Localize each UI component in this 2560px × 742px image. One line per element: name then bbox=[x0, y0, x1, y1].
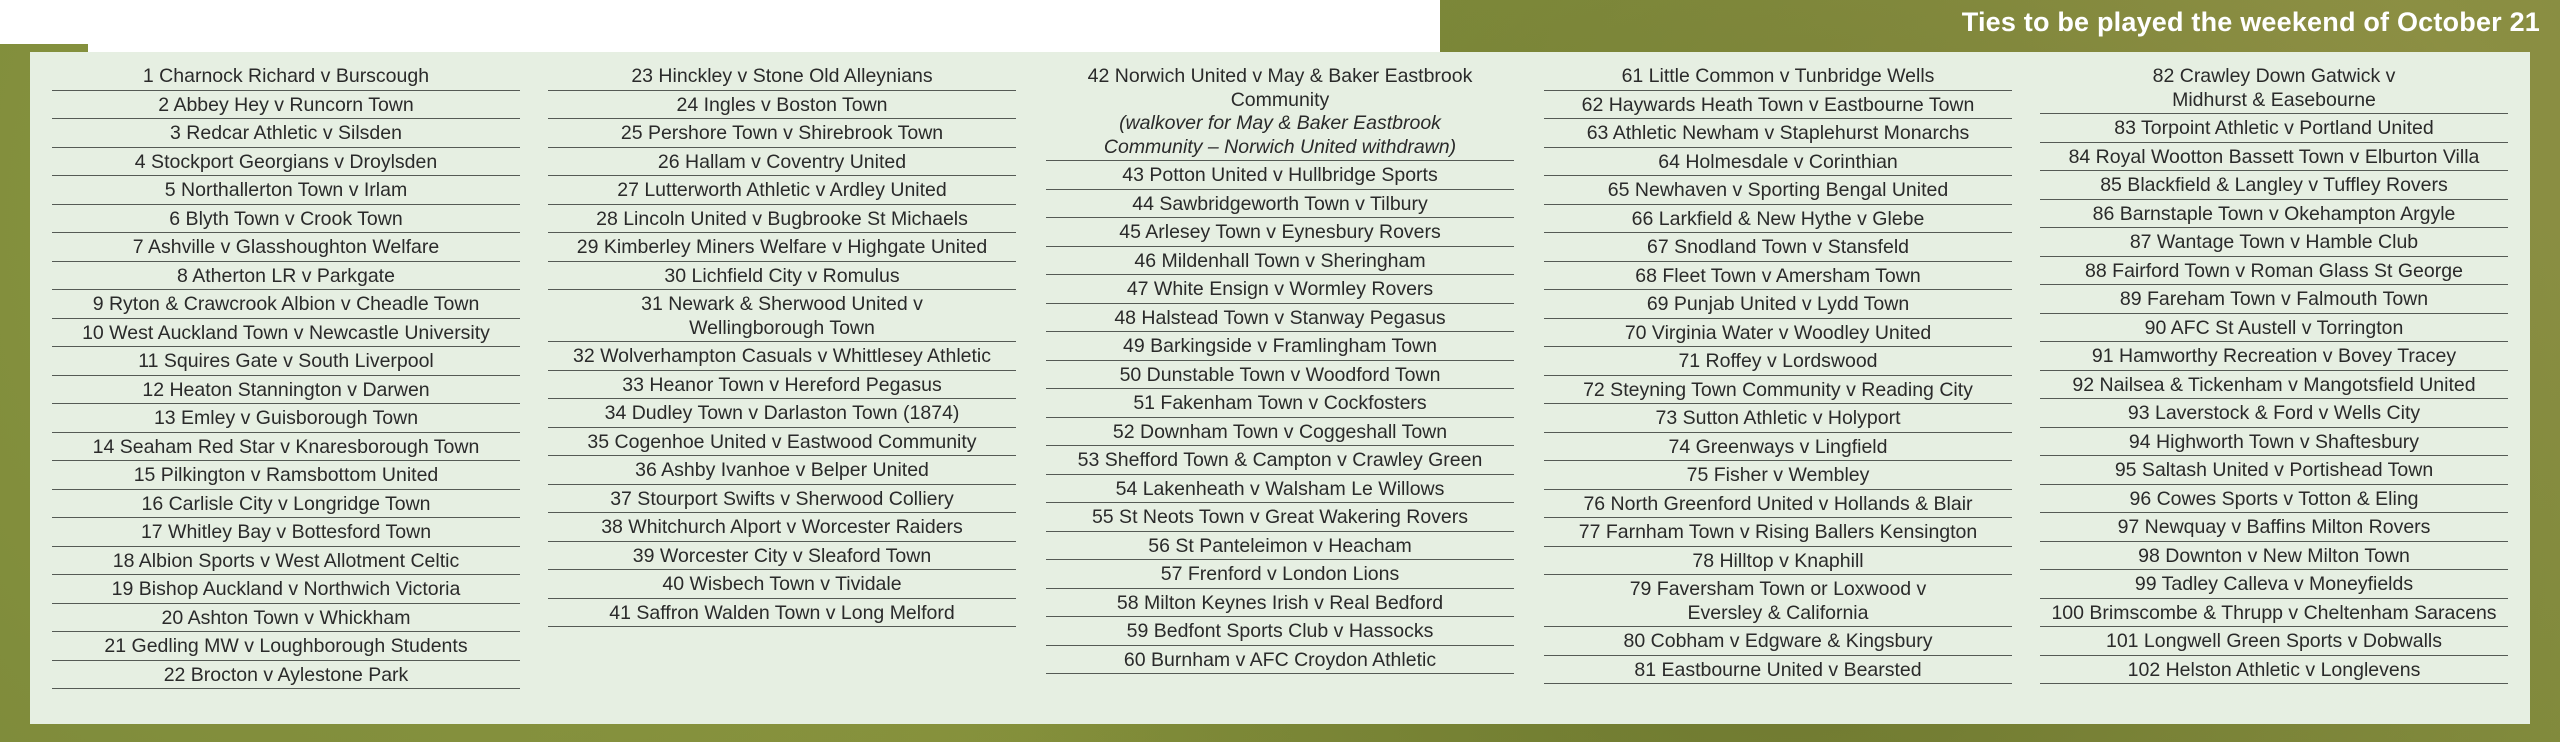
fixture-row bbox=[2040, 62, 2508, 114]
fixture-text: 1 Charnock Richard v Burscough bbox=[142, 65, 430, 87]
fixture-row bbox=[548, 485, 1016, 514]
fixture-row bbox=[52, 404, 520, 433]
fixture-text: 75 Fisher v Wembley bbox=[1686, 464, 1870, 486]
fixture-text: 35 Cogenhoe United v Eastwood Community bbox=[587, 430, 977, 453]
fixture-text: 45 Arlesey Town v Eynesbury Rovers bbox=[1119, 221, 1441, 243]
fixture-row bbox=[2040, 485, 2508, 514]
fixture-text: 32 Wolverhampton Casuals v Whittlesey Athletic bbox=[573, 345, 991, 367]
fixture-text: 38 Whitchurch Alport v Worcester Raiders bbox=[601, 516, 963, 538]
fixture-row bbox=[1046, 475, 1514, 504]
fixture-text: 92 Nailsea & Tickenham v Mangotsfield United bbox=[2072, 373, 2476, 396]
fixture-note: Community – Norwich United withdrawn) bbox=[1103, 135, 1457, 158]
fixture-text: 61 Little Common v Tunbridge Wells bbox=[1621, 65, 1935, 87]
page-title: Ties to be played the weekend of October 21 bbox=[1961, 6, 2540, 37]
fixture-row bbox=[52, 575, 520, 604]
fixture-row bbox=[52, 347, 520, 376]
fixture-row bbox=[548, 599, 1016, 628]
fixture-text: 74 Greenways v Lingfield bbox=[1668, 435, 1888, 458]
fixture-row bbox=[2040, 428, 2508, 457]
fixture-row bbox=[2040, 371, 2508, 400]
fixture-row bbox=[1544, 433, 2012, 462]
fixture-row bbox=[548, 371, 1016, 400]
fixture-row bbox=[1046, 62, 1514, 161]
fixture-text: 44 Sawbridgeworth Town v Tilbury bbox=[1132, 192, 1428, 215]
fixture-row bbox=[1046, 304, 1514, 333]
fixture-text: 94 Highworth Town v Shaftesbury bbox=[2128, 430, 2420, 453]
fixture-row bbox=[2040, 285, 2508, 314]
fixture-row bbox=[1046, 389, 1514, 418]
fixture-text: 97 Newquay v Baffins Milton Rovers bbox=[2117, 516, 2431, 538]
fixture-row bbox=[1046, 446, 1514, 475]
fixture-row bbox=[52, 148, 520, 177]
fixture-text: 62 Haywards Heath Town v Eastbourne Town bbox=[1581, 93, 1975, 116]
fixture-text: 72 Steyning Town Community v Reading City bbox=[1583, 378, 1973, 401]
fixture-text: 31 Newark & Sherwood United v bbox=[641, 293, 923, 315]
fixture-text: 46 Mildenhall Town v Sheringham bbox=[1134, 249, 1426, 272]
fixture-text: 29 Kimberley Miners Welfare v Highgate United bbox=[576, 236, 988, 258]
fixture-text: 89 Fareham Town v Falmouth Town bbox=[2119, 288, 2429, 310]
fixture-row bbox=[2040, 599, 2508, 628]
fixture-text: 68 Fleet Town v Amersham Town bbox=[1635, 264, 1921, 287]
fixture-text: 3 Redcar Athletic v Silsden bbox=[170, 122, 402, 144]
fixture-row bbox=[52, 490, 520, 519]
fixture-row bbox=[1544, 404, 2012, 433]
fixture-row bbox=[1046, 190, 1514, 219]
fixture-row bbox=[1544, 461, 2012, 490]
fixture-text: 84 Royal Wootton Bassett Town v Elburton Villa bbox=[2068, 145, 2480, 168]
fixture-text: 39 Worcester City v Sleaford Town bbox=[632, 544, 932, 567]
fixture-row bbox=[1046, 560, 1514, 589]
fixture-row bbox=[2040, 114, 2508, 143]
fixture-text: 101 Longwell Green Sports v Dobwalls bbox=[2105, 630, 2442, 652]
fixture-text: 95 Saltash United v Portishead Town bbox=[2114, 459, 2434, 481]
fixture-row bbox=[1544, 176, 2012, 205]
fixture-row bbox=[2040, 228, 2508, 257]
fixture-text: 25 Pershore Town v Shirebrook Town bbox=[620, 122, 944, 144]
fixture-text: 59 Bedfont Sports Club v Hassocks bbox=[1126, 620, 1434, 642]
fixture-text: 64 Holmesdale v Corinthian bbox=[1658, 150, 1898, 173]
fixture-text: 41 Saffron Walden Town v Long Melford bbox=[609, 601, 955, 624]
fixture-row bbox=[52, 290, 520, 319]
fixture-note: (walkover for May & Baker Eastbrook bbox=[1119, 112, 1441, 134]
fixture-text: 20 Ashton Town v Whickham bbox=[161, 606, 411, 629]
fixture-row bbox=[1544, 627, 2012, 656]
fixtures-column-4 bbox=[1544, 62, 2012, 684]
fixture-row bbox=[2040, 171, 2508, 200]
fixture-row bbox=[52, 233, 520, 262]
fixture-row bbox=[548, 399, 1016, 428]
fixture-text: 50 Dunstable Town v Woodford Town bbox=[1119, 363, 1441, 386]
fixture-text: 43 Potton United v Hullbridge Sports bbox=[1122, 164, 1438, 186]
fixture-row bbox=[2040, 656, 2508, 685]
fixture-row bbox=[2040, 143, 2508, 172]
fixture-row bbox=[52, 119, 520, 148]
fixture-text: 11 Squires Gate v South Liverpool bbox=[138, 350, 434, 372]
fixture-text: 14 Seaham Red Star v Knaresborough Town bbox=[92, 435, 480, 458]
fixture-text: Community bbox=[1230, 88, 1330, 111]
top-white-band bbox=[0, 0, 1440, 44]
fixture-text: 93 Laverstock & Ford v Wells City bbox=[2127, 402, 2421, 424]
fixture-row bbox=[52, 547, 520, 576]
fixture-text: 9 Ryton & Crawcrook Albion v Cheadle Town bbox=[92, 293, 480, 315]
fixture-row bbox=[52, 661, 520, 690]
fixtures-column-3 bbox=[1046, 62, 1514, 674]
fixture-text: 99 Tadley Calleva v Moneyfields bbox=[2134, 573, 2414, 595]
fixture-text: 2 Abbey Hey v Runcorn Town bbox=[158, 93, 414, 116]
fixture-text: 28 Lincoln United v Bugbrooke St Michaels bbox=[596, 207, 968, 230]
fixture-text: 69 Punjab United v Lydd Town bbox=[1646, 293, 1910, 315]
fixtures-column-1 bbox=[52, 62, 520, 689]
fixture-row bbox=[52, 604, 520, 633]
fixture-row bbox=[2040, 257, 2508, 286]
fixtures-panel bbox=[30, 52, 2530, 724]
fixture-text: 76 North Greenford United v Hollands & Blair bbox=[1583, 492, 1973, 515]
fixture-text: 81 Eastbourne United v Bearsted bbox=[1634, 658, 1922, 681]
fixture-row bbox=[548, 513, 1016, 542]
fixture-row bbox=[2040, 513, 2508, 542]
fixture-text: 60 Burnham v AFC Croydon Athletic bbox=[1123, 648, 1437, 671]
fixture-row bbox=[52, 376, 520, 405]
fixture-text: 23 Hinckley v Stone Old Alleynians bbox=[631, 65, 933, 87]
fixture-row bbox=[1544, 490, 2012, 519]
fixture-text: 40 Wisbech Town v Tividale bbox=[662, 573, 902, 595]
fixture-text: 54 Lakenheath v Walsham Le Willows bbox=[1115, 477, 1445, 500]
fixture-text: 78 Hilltop v Knaphill bbox=[1692, 549, 1864, 572]
fixture-text: 65 Newhaven v Sporting Bengal United bbox=[1607, 179, 1949, 201]
fixture-row bbox=[548, 342, 1016, 371]
fixture-text: 16 Carlisle City v Longridge Town bbox=[141, 492, 431, 515]
fixture-row bbox=[2040, 399, 2508, 428]
fixture-text: 7 Ashville v Glasshoughton Welfare bbox=[132, 236, 440, 258]
fixture-row bbox=[548, 62, 1016, 91]
fixture-text: 15 Pilkington v Ramsbottom United bbox=[133, 464, 439, 486]
fixture-row bbox=[1046, 247, 1514, 276]
fixture-text: 57 Frenford v London Lions bbox=[1160, 563, 1400, 585]
fixture-row bbox=[52, 632, 520, 661]
fixture-row bbox=[1544, 319, 2012, 348]
fixture-row bbox=[52, 62, 520, 91]
fixture-text: 26 Hallam v Coventry United bbox=[657, 150, 907, 173]
fixture-text: 102 Helston Athletic v Longlevens bbox=[2127, 658, 2421, 681]
fixture-row bbox=[548, 290, 1016, 342]
fixture-row bbox=[548, 456, 1016, 485]
fixture-row bbox=[548, 148, 1016, 177]
fixture-row bbox=[1046, 332, 1514, 361]
fixture-row bbox=[1046, 532, 1514, 561]
fixture-text: 80 Cobham v Edgware & Kingsbury bbox=[1623, 630, 1933, 652]
fixture-text: 24 Ingles v Boston Town bbox=[676, 93, 888, 116]
fixture-text: 4 Stockport Georgians v Droylsden bbox=[134, 150, 438, 173]
fixture-text: 47 White Ensign v Wormley Rovers bbox=[1126, 278, 1434, 300]
fixture-text: 67 Snodland Town v Stansfeld bbox=[1647, 236, 1909, 258]
fixture-text: Wellingborough Town bbox=[689, 316, 875, 339]
fixture-row bbox=[2040, 314, 2508, 343]
fixture-text: 79 Faversham Town or Loxwood v bbox=[1629, 578, 1927, 600]
fixture-text: 37 Stourport Swifts v Sherwood Colliery bbox=[610, 487, 954, 510]
fixture-text: 12 Heaton Stannington v Darwen bbox=[142, 378, 430, 401]
fixture-row bbox=[1544, 62, 2012, 91]
fixture-text: 85 Blackfield & Langley v Tuffley Rovers bbox=[2100, 174, 2448, 196]
fixture-row bbox=[548, 119, 1016, 148]
fixture-row bbox=[548, 176, 1016, 205]
fixtures-column-2 bbox=[548, 62, 1016, 627]
fixture-text: 91 Hamworthy Recreation v Bovey Tracey bbox=[2091, 345, 2457, 367]
fixture-text: 21 Gedling MW v Loughborough Students bbox=[104, 635, 468, 657]
fixture-text: 58 Milton Keynes Irish v Real Bedford bbox=[1116, 591, 1444, 614]
fixture-text: 36 Ashby Ivanhoe v Belper United bbox=[635, 459, 929, 481]
fixture-text: 17 Whitley Bay v Bottesford Town bbox=[140, 521, 432, 543]
fixture-row bbox=[548, 233, 1016, 262]
fixture-text: Midhurst & Easebourne bbox=[2172, 88, 2376, 111]
fixture-row bbox=[52, 262, 520, 291]
fixture-text: 27 Lutterworth Athletic v Ardley United bbox=[617, 179, 947, 201]
fixture-row bbox=[548, 428, 1016, 457]
fixture-row bbox=[1544, 290, 2012, 319]
fixture-row bbox=[1544, 148, 2012, 177]
fixture-text: 71 Roffey v Lordswood bbox=[1678, 350, 1878, 372]
fixture-row bbox=[1544, 376, 2012, 405]
fixture-row bbox=[1544, 233, 2012, 262]
fixture-text: 73 Sutton Athletic v Holyport bbox=[1655, 407, 1901, 429]
fixture-text: 90 AFC St Austell v Torrington bbox=[2144, 316, 2404, 339]
fixture-row bbox=[52, 319, 520, 348]
fixture-row bbox=[52, 518, 520, 547]
fixture-text: 51 Fakenham Town v Cockfosters bbox=[1133, 392, 1427, 414]
fixture-row bbox=[1046, 275, 1514, 304]
fixture-text: 19 Bishop Auckland v Northwich Victoria bbox=[111, 578, 461, 600]
fixture-row bbox=[1544, 205, 2012, 234]
fixture-row bbox=[1046, 617, 1514, 646]
fixture-text: 100 Brimscombe & Thrupp v Cheltenham Saracens bbox=[2051, 601, 2497, 624]
fixture-row bbox=[1544, 119, 2012, 148]
fixture-text: 18 Albion Sports v West Allotment Celtic bbox=[112, 549, 460, 572]
fixture-text: 30 Lichfield City v Romulus bbox=[664, 264, 900, 287]
fixture-text: 87 Wantage Town v Hamble Club bbox=[2129, 231, 2419, 253]
fixture-text: 86 Barnstaple Town v Okehampton Argyle bbox=[2092, 202, 2456, 225]
fixture-row bbox=[52, 433, 520, 462]
fixture-text: 82 Crawley Down Gatwick v bbox=[2152, 65, 2396, 87]
fixture-text: 63 Athletic Newham v Staplehurst Monarchs bbox=[1586, 122, 1970, 144]
fixture-text: 55 St Neots Town v Great Wakering Rovers bbox=[1091, 506, 1469, 528]
fixture-text: 34 Dudley Town v Darlaston Town (1874) bbox=[604, 402, 960, 424]
fixture-text: 42 Norwich United v May & Baker Eastbrook bbox=[1087, 65, 1473, 87]
fixture-row bbox=[1544, 91, 2012, 120]
fixture-text: 66 Larkfield & New Hythe v Glebe bbox=[1631, 207, 1925, 230]
fixture-text: 22 Brocton v Aylestone Park bbox=[163, 663, 409, 686]
fixture-text: 13 Emley v Guisborough Town bbox=[153, 407, 419, 429]
fixture-text: 88 Fairford Town v Roman Glass St George bbox=[2085, 259, 2463, 282]
fixtures-column-5 bbox=[2040, 62, 2508, 684]
fixture-row bbox=[52, 461, 520, 490]
fixture-row bbox=[52, 176, 520, 205]
fixture-row bbox=[548, 542, 1016, 571]
fixture-row bbox=[2040, 342, 2508, 371]
fixture-row bbox=[2040, 456, 2508, 485]
fixture-text: 6 Blyth Town v Crook Town bbox=[169, 207, 403, 230]
fixture-row bbox=[1544, 656, 2012, 685]
fixture-text: 33 Heanor Town v Hereford Pegasus bbox=[622, 373, 942, 396]
fixture-text: 83 Torpoint Athletic v Portland United bbox=[2114, 117, 2434, 139]
fixture-row bbox=[548, 262, 1016, 291]
fixture-text: 10 West Auckland Town v Newcastle University bbox=[82, 321, 490, 344]
fixture-row bbox=[548, 570, 1016, 599]
fixture-row bbox=[1046, 646, 1514, 675]
fixture-row bbox=[2040, 542, 2508, 571]
fixture-row bbox=[2040, 627, 2508, 656]
fixture-row bbox=[1046, 218, 1514, 247]
fixture-row bbox=[548, 205, 1016, 234]
fixture-text: 8 Atherton LR v Parkgate bbox=[177, 264, 395, 287]
fixture-row bbox=[1544, 347, 2012, 376]
fixture-row bbox=[1046, 161, 1514, 190]
fixture-text: 96 Cowes Sports v Totton & Eling bbox=[2129, 487, 2419, 510]
fixture-row bbox=[1046, 589, 1514, 618]
fixture-row bbox=[548, 91, 1016, 120]
fixture-row bbox=[1046, 361, 1514, 390]
fixture-row bbox=[2040, 200, 2508, 229]
fixture-row bbox=[1544, 575, 2012, 627]
fixture-text: 5 Northallerton Town v Irlam bbox=[164, 179, 408, 201]
fixture-text: 49 Barkingside v Framlingham Town bbox=[1123, 335, 1437, 357]
fixture-row bbox=[52, 205, 520, 234]
fixture-row bbox=[1544, 262, 2012, 291]
fixture-text: 77 Farnham Town v Rising Ballers Kensington bbox=[1578, 521, 1978, 543]
fixture-row bbox=[1544, 518, 2012, 547]
fixture-text: 56 St Panteleimon v Heacham bbox=[1148, 534, 1412, 557]
fixture-row bbox=[1046, 418, 1514, 447]
fixture-text: 70 Virginia Water v Woodley United bbox=[1624, 321, 1932, 344]
header-bar bbox=[1440, 0, 2560, 44]
fixture-text: Eversley & California bbox=[1687, 601, 1869, 624]
fixture-text: 48 Halstead Town v Stanway Pegasus bbox=[1114, 306, 1446, 329]
fixture-text: 52 Downham Town v Coggeshall Town bbox=[1112, 420, 1448, 443]
fixture-row bbox=[52, 91, 520, 120]
fixture-row bbox=[1046, 503, 1514, 532]
fixture-row bbox=[1544, 547, 2012, 576]
fixture-row bbox=[2040, 570, 2508, 599]
fixture-text: 98 Downton v New Milton Town bbox=[2138, 544, 2410, 567]
top-white-tab bbox=[88, 44, 1440, 52]
fixture-text: 53 Shefford Town & Campton v Crawley Green bbox=[1077, 449, 1483, 471]
